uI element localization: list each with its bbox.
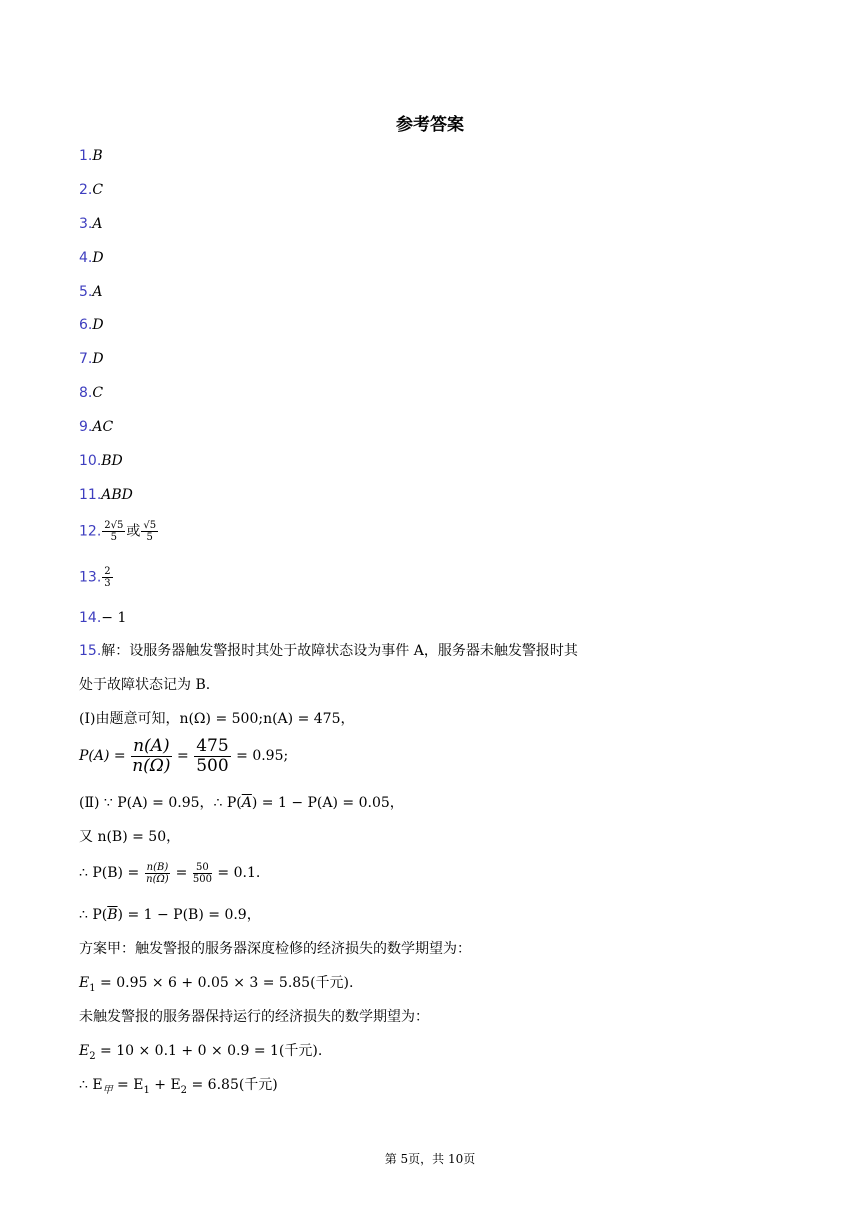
page-title: 参考答案 xyxy=(396,115,464,135)
part-2: (Ⅱ) ∵ P(A) = 0.95，∴ $P(\overline{A}) = 1 - P(A) = 0.05$， xyxy=(79,795,404,811)
answer-text: D xyxy=(92,317,104,333)
question-number: 3. xyxy=(79,216,93,232)
plan-a-text: 方案甲：触发警报的服务器深度检修的经济损失的数学期望为： xyxy=(79,941,471,957)
question-number: 5. xyxy=(79,284,93,300)
fraction: $\frac{2√5}{5}$ xyxy=(104,520,124,543)
answer-text: B xyxy=(92,148,103,164)
answer-line xyxy=(79,316,104,334)
question-number: 2. xyxy=(79,182,93,198)
fraction: $\frac{√5}{5}$ xyxy=(143,520,157,543)
answer-text: ABD xyxy=(101,487,133,503)
answer-line xyxy=(79,181,103,199)
or-text: 或 xyxy=(126,523,141,540)
answer-text: D xyxy=(92,351,104,367)
fraction: $\frac{2}{3}$ xyxy=(104,566,111,589)
answer-line xyxy=(79,350,104,368)
answer-15-intro-1: 15.解：设服务器触发警报时其处于故障状态设为事件 A，服务器未触发警报时其 xyxy=(79,643,578,659)
question-number: 9. xyxy=(79,419,93,435)
answer-13 xyxy=(79,566,114,589)
no-alarm-text: 未触发警报的服务器保持运行的经济损失的数学期望为： xyxy=(79,1009,429,1025)
answer-text: AC xyxy=(92,419,114,435)
answer-15-intro-2: 处于故障状态记为 B. xyxy=(79,677,211,693)
fraction: $\frac{n(A)}{n(\Omega)}$ xyxy=(132,735,171,776)
question-number: 14. xyxy=(79,610,102,626)
answer-line xyxy=(79,147,103,165)
question-number: 8. xyxy=(79,385,93,401)
answer-line xyxy=(79,283,102,301)
answer-text: A xyxy=(92,284,103,300)
question-number: 13. xyxy=(79,569,102,586)
answer-text: − 1 xyxy=(101,610,127,626)
nb-line: 又 n(B) = 50， xyxy=(79,829,181,845)
question-number: 7. xyxy=(79,351,93,367)
part-1: (Ⅰ)由题意可知，n(Ω) = 500;n(A) = 475， xyxy=(79,711,355,727)
fraction: $\frac{50}{500}$ xyxy=(192,861,212,885)
answer-line xyxy=(79,452,123,470)
question-number: 4. xyxy=(79,250,93,266)
fraction: $\frac{475}{500}$ xyxy=(196,735,229,776)
question-number: 10. xyxy=(79,453,102,469)
answer-text: BD xyxy=(101,453,123,469)
answer-text: C xyxy=(92,385,104,401)
answer-line xyxy=(79,384,103,402)
e1-equation: $E_1 = 0.95 \times 6 + 0.05 \times 3 = 5.85$(千元). xyxy=(79,975,354,994)
question-number: 1. xyxy=(79,148,93,164)
page-footer: 第 5页，共 10页 xyxy=(384,1152,476,1166)
e2-equation: $E_2 = 10 \times 0.1 + 0 \times 0.9 = 1$(千元). xyxy=(79,1043,323,1062)
fraction: $\frac{n(B)}{n(\Omega)}$ xyxy=(146,861,169,885)
answer-12 xyxy=(79,520,159,543)
question-number: 15. xyxy=(79,643,102,659)
answer-line xyxy=(79,486,133,504)
answer-text: A xyxy=(92,216,103,232)
pa-equation: P(A) = $\frac{n(A)}{n(\Omega)}$ = $\frac{475}{500}$ = 0.95; xyxy=(79,735,289,776)
answer-line xyxy=(79,418,113,436)
question-number: 6. xyxy=(79,317,93,333)
pb-equation: ∴ P(B) = $\frac{n(B)}{n(\Omega)}$ = $\frac{50}{500}$ = 0.1. xyxy=(79,861,261,885)
answer-text: D xyxy=(92,250,104,266)
e-total-equation: ∴ $E_甲 = E_1 + E_2 = 6.85$(千元) xyxy=(79,1077,278,1096)
pbbar-line: ∴ $P(\overline{B}) = 1 - P(B) = 0.9$， xyxy=(79,907,261,923)
answer-line xyxy=(79,215,102,233)
question-number: 11. xyxy=(79,487,102,503)
question-number: 12. xyxy=(79,523,102,540)
answer-14 xyxy=(79,609,126,627)
answer-line xyxy=(79,249,104,267)
answer-text: C xyxy=(92,182,104,198)
